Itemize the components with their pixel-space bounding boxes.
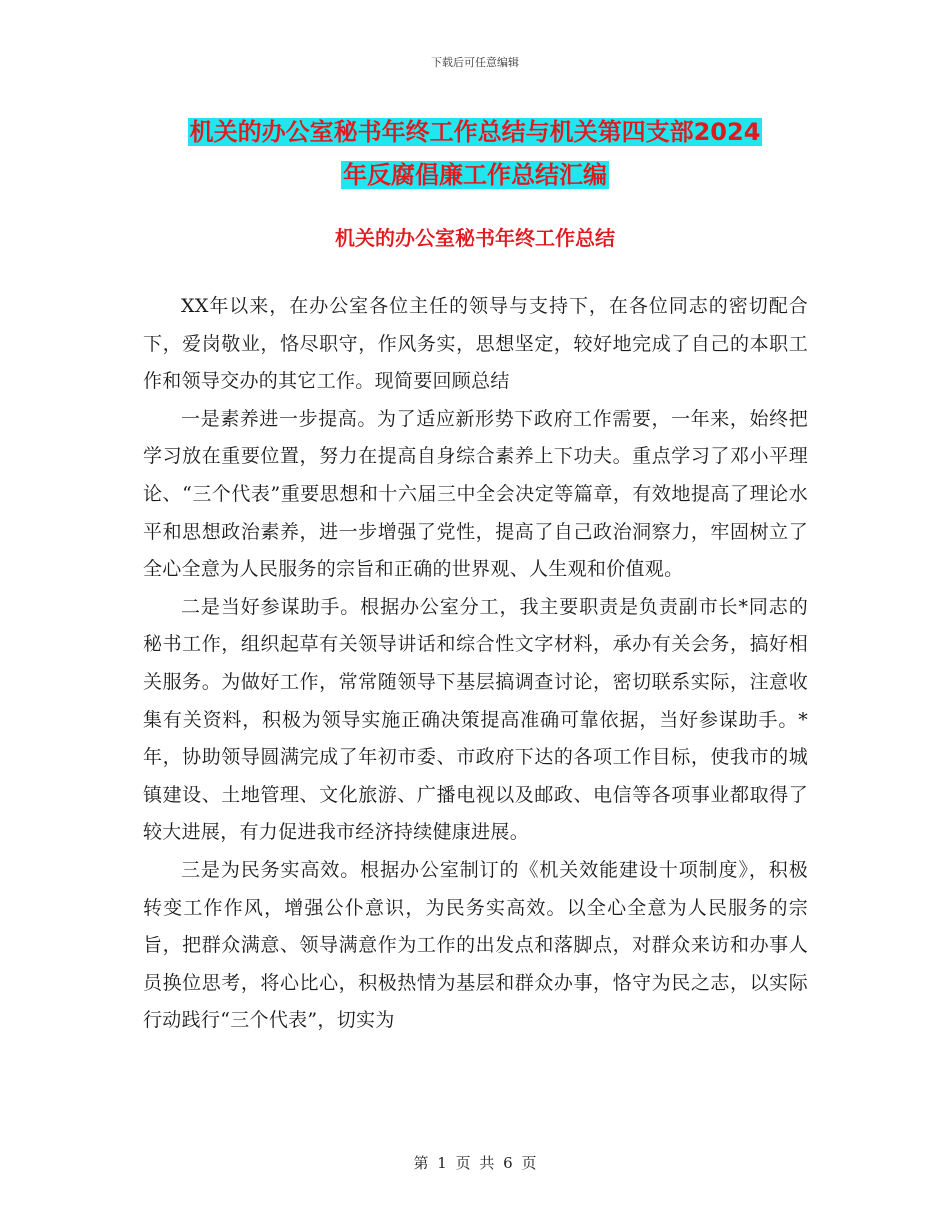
- page-number-footer: 第 1 页 共 6 页: [413, 1154, 537, 1172]
- document-body: [143, 288, 808, 1040]
- paragraph-3: 三是为民务实高效。根据办公室制订的《机关效能建设十项制度》，积极转变工作作风，增强公仆意识，为民务实高效。以全心全意为人民服务的宗旨，把群众满意、领导满意作为工作的出发点和落脚点，对群众来访和办事人员换位思考，将心比心，积极热情为基层和群众办事，恪守为民之志，以实际行动践行“三个代表”，切实为: [143, 858, 808, 1032]
- document-title-line-1-text: 机关的办公室秘书年终工作总结与机关第四支部2024: [189, 118, 761, 146]
- page-header-note: 下载后可任意编辑: [431, 56, 519, 69]
- paragraph-intro: XX年以来，在办公室各位主任的领导与支持下，在各位同志的密切配合下，爱岗敬业，恪尽职守，作风务实，思想坚定，较好地完成了自己的本职工作和领导交办的其它工作。现简要回顾总结: [143, 295, 808, 393]
- document-title-line-1: [0, 108, 950, 156]
- document-title-line-2-text: 年反腐倡廉工作总结汇编: [343, 161, 607, 189]
- document-title-line-2: [0, 151, 950, 199]
- paragraph-2: 二是当好参谋助手。根据办公室分工，我主要职责是负责副市长*同志的秘书工作，组织起草有关领导讲话和综合性文字材料，承办有关会务，搞好相关服务。为做好工作，常常随领导下基层搞调查讨论，密切联系实际，注意收集有关资料，积极为领导实施正确决策提高准确可靠依据，当好参谋助手。*年，协助领导圆满完成了年初市委、市政府下达的各项工作目标，使我市的城镇建设、土地管理、文化旅游、广播电视以及邮政、电信等各项事业都取得了较大进展，有力促进我市经济持续健康进展。: [143, 595, 808, 844]
- paragraph-1: 一是素养进一步提高。为了适应新形势下政府工作需要，一年来，始终把学习放在重要位置，努力在提高自身综合素养上下功夫。重点学习了邓小平理论、“三个代表”重要思想和十六届三中全会决定等篇章，有效地提高了理论水平和思想政治素养，进一步增强了党性，提高了自己政治洞察力，牢固树立了全心全意为人民服务的宗旨和正确的世界观、人生观和价值观。: [143, 407, 808, 581]
- section-title: 机关的办公室秘书年终工作总结: [335, 226, 615, 250]
